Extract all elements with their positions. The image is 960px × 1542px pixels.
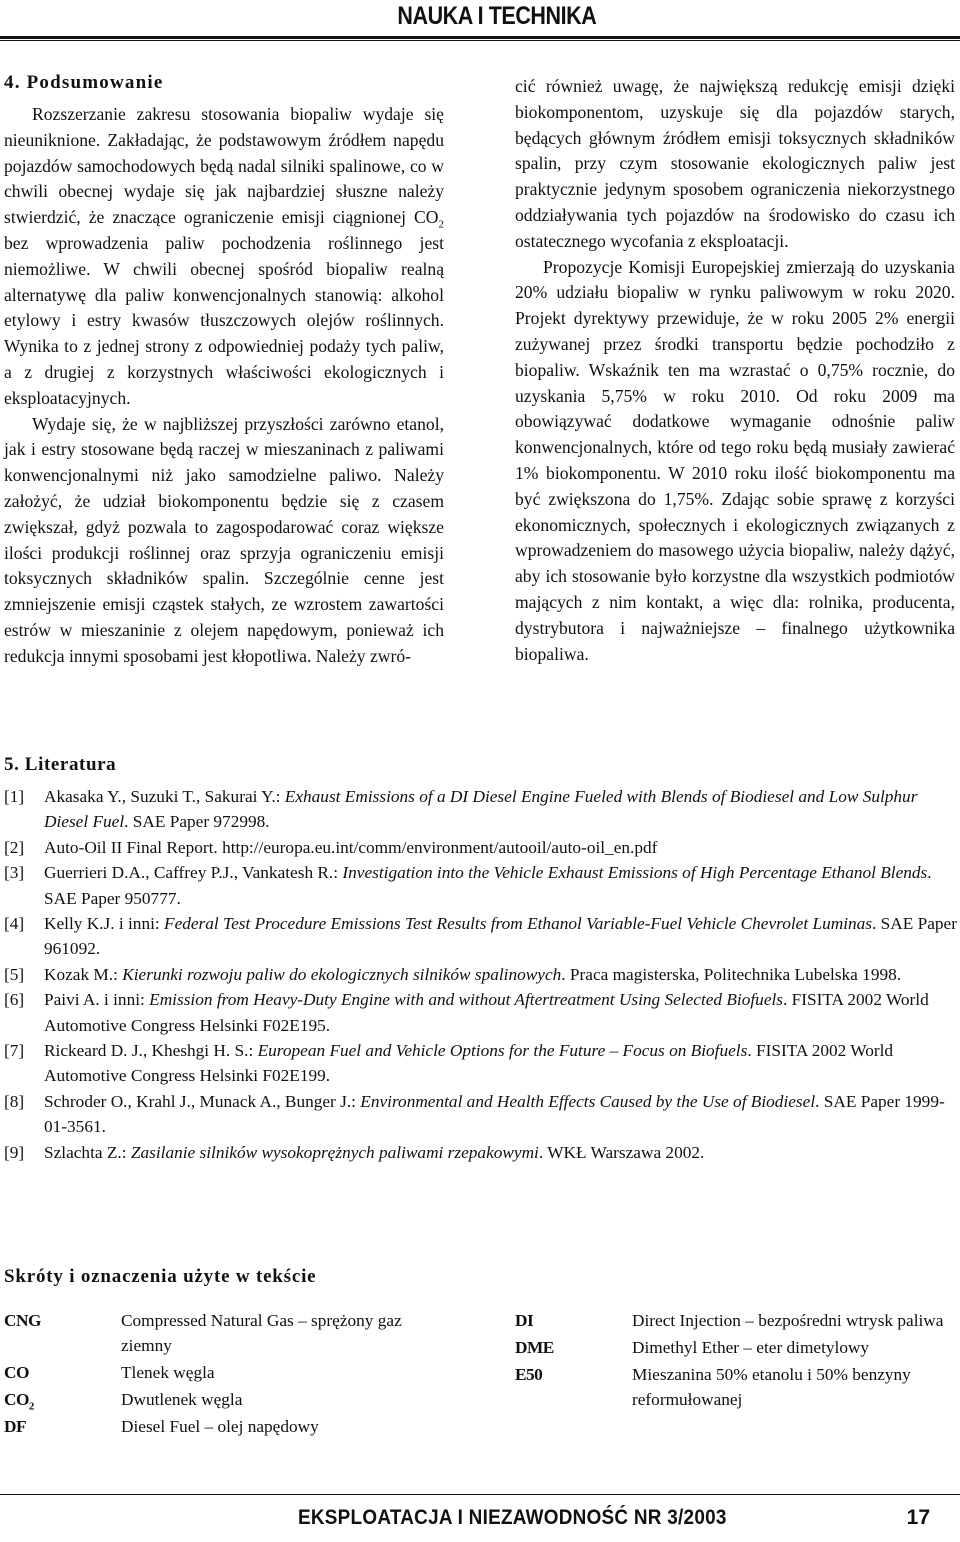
abbreviations-section — [4, 1264, 958, 1441]
reference-text — [44, 987, 958, 1038]
reference-item — [4, 962, 958, 987]
abbreviation-definition: Dwutlenek węgla — [121, 1390, 243, 1409]
reference-text — [44, 1038, 958, 1089]
reference-authors: Szlachta Z.: — [44, 1142, 131, 1162]
reference-number: [8] — [4, 1091, 25, 1111]
abbreviation-definition: Mieszanina 50% etanolu i 50% benzyny reformułowanej — [632, 1365, 911, 1409]
abbreviation-term-text: CNG — [4, 1311, 41, 1330]
abbreviation-term-text: DME — [515, 1338, 554, 1357]
abbreviation-term — [4, 1414, 121, 1439]
reference-item — [4, 835, 958, 860]
abbreviations-right-column — [515, 1308, 958, 1441]
reference-number: [1] — [4, 787, 25, 806]
abbreviation-definition: Tlenek węgla — [121, 1363, 215, 1382]
reference-number: [9] — [4, 1142, 25, 1162]
reference-authors: Auto-Oil II Final Report. http://europa.eu.int/comm/environment/autooil/auto-oil_en.pdf — [44, 837, 658, 857]
abbreviation-definition: Diesel Fuel – olej napędowy — [121, 1417, 319, 1436]
literature-heading: 5. Literatura — [4, 754, 117, 775]
footer-rule — [0, 1494, 960, 1495]
abbreviation-term — [515, 1362, 632, 1412]
abbreviation-term — [4, 1308, 121, 1358]
abbreviation-definition: Direct Injection – bezpośredni wtrysk paliwa — [632, 1311, 944, 1330]
reference-source: . SAE Paper 972998. — [124, 812, 270, 832]
reference-number: [4] — [4, 914, 25, 934]
abbreviation-definition: Dimethyl Ether – eter dimetylowy — [632, 1338, 870, 1357]
abbreviation-row — [515, 1362, 958, 1412]
reference-source: . SAE Paper 961092. — [44, 914, 957, 959]
running-header: NAUKA I TECHNIKA — [397, 2, 596, 30]
header-rule — [0, 36, 960, 39]
reference-item — [4, 911, 958, 962]
summary-paragraph-1 — [4, 102, 444, 412]
reference-source: . WKŁ Warszawa 2002. — [538, 1142, 705, 1162]
abbreviation-row — [4, 1360, 515, 1385]
summary-paragraph-2-end: cić również uwagę, że największą redukcję emisji dzięki biokomponentom, uzyskuje się dla pojazdów starych, będących głównym źródłem emisji toksycznych składników spalin, przy czym stosowanie ekologicznych paliw jest praktycznie jedynym sposobem ograniczenia niekorzystnego oddziaływania tych pojazdów na środowisko do czasu ich ostatecznego wycofania z eksploatacji. — [515, 76, 955, 251]
literature-section — [4, 752, 958, 1165]
reference-source: . SAE Paper 1999-01-3561. — [44, 1091, 945, 1137]
summary-p1-text-b: bez wprowadzenia paliw pochodzenia roślinnego jest niemożliwe. W chwili obecnej spośród biopaliw realną alternatywę dla paliw konwencjonalnych stanowią: alkohol etylowy i estry kwasów tłuszczowych olejów roślinnych. Wynika to z jednej strony z odpowiedniej podaży tych paliw, a z drugiej z korzystnych właściwości ekologicznych i eksploatacyjnych. — [4, 232, 444, 408]
summary-column-right — [515, 74, 955, 667]
reference-text — [44, 1089, 958, 1140]
reference-source: . Praca magisterska, Politechnika Lubelska 1998. — [561, 964, 902, 984]
abbreviation-term-text: DF — [4, 1417, 27, 1436]
reference-text — [44, 835, 958, 860]
journal-name: EKSPLOATACJA I NIEZAWODNOŚĆ NR 3/2003 — [298, 1506, 727, 1529]
reference-number: [7] — [4, 1041, 25, 1061]
reference-title: Exhaust Emissions of a DI Diesel Engine Fueled with Blends of Biodiesel and Low Sulphur Diesel Fuel — [44, 787, 918, 832]
abbreviation-term-text: CO — [4, 1390, 29, 1409]
reference-number: [2] — [4, 837, 25, 857]
abbreviation-term — [4, 1387, 121, 1412]
reference-text — [44, 911, 958, 962]
reference-title: Investigation into the Vehicle Exhaust Emissions of High Percentage Ethanol Blends — [342, 863, 928, 883]
abbreviation-term — [4, 1360, 121, 1385]
abbreviation-row — [4, 1387, 515, 1412]
summary-p1-text-a: Rozszerzanie zakresu stosowania biopaliw wydaje się nieuniknione. Zakładając, że podstawowym źródłem napędu pojazdów samochodowych będą nadal silniki spalinowe, co w chwili obecnej wydaje się jak najbardziej słuszne należy stwierdzić, że znaczące ograniczenie emisji ciągnionej CO — [4, 104, 444, 228]
reference-item — [4, 860, 958, 911]
reference-number: [5] — [4, 964, 25, 984]
reference-item — [4, 1140, 958, 1165]
abbreviation-definition: Compressed Natural Gas – sprężony gaz ziemny — [121, 1311, 402, 1355]
summary-paragraph-3: Propozycje Komisji Europejskiej zmierzają do uzyskania 20% udziału biopaliw w rynku paliwowym w roku 2020. Projekt dyrektywy przewiduje, że w roku 2005 2% energii zużywanej przez środki transportu będzie pochodziło z biopaliw. Wskaźnik ten ma wzrastać o 0,75% rocznie, do uzyskania 5,75% w roku 2010. Od roku 2009 ma obowiązywać dodatkowe wymaganie odnośnie paliw konwencjonalnych, które od tego roku będą musiały zawierać 1% biokomponentu. W 2010 roku ilość biokomponentu ma być zwiększona do 1,75%. Zdając sobie sprawę z korzyści ekonomicznych, społecznych i ekologicznych związanych z wprowadzeniem do masowego użycia biopaliw, należy dążyć, aby ich stosowanie było korzystne dla wszystkich podmiotów mających z nim kontakt, a więc dla: rolnika, producenta, dystrybutora i najważniejsze – finalnego użytkownika biopaliwa. — [515, 256, 955, 664]
reference-title: European Fuel and Vehicle Options for the Future – Focus on Biofuels — [257, 1041, 748, 1061]
reference-authors: Paivi A. i inni: — [44, 990, 150, 1010]
summary-heading: 4. Podsumowanie — [4, 72, 164, 93]
reference-source: . FISITA 2002 World Automotive Congress Helsinki F02E195. — [44, 990, 929, 1035]
reference-number: [3] — [4, 863, 25, 883]
reference-item — [4, 1038, 958, 1089]
reference-title: Emission from Heavy-Duty Engine with and without Aftertreatment Using Selected Biofuels — [149, 990, 784, 1010]
reference-title: Federal Test Procedure Emissions Test Results from Ethanol Variable-Fuel Vehicle Chevrolet Luminas — [164, 914, 873, 934]
abbreviation-subscript: 2 — [28, 1400, 34, 1413]
reference-text — [44, 1140, 958, 1165]
reference-title: Environmental and Health Effects Caused by the Use of Biodiesel — [360, 1091, 816, 1111]
reference-authors: Rickeard D. J., Kheshgi H. S.: — [44, 1041, 258, 1061]
page-number: 17 — [906, 1506, 930, 1529]
abbreviation-term-text: CO — [4, 1363, 29, 1382]
reference-title: Kierunki rozwoju paliw do ekologicznych silników spalinowych — [122, 964, 562, 984]
co2-subscript: 2 — [438, 218, 444, 231]
reference-text — [44, 860, 958, 911]
abbreviation-term-text: DI — [515, 1311, 534, 1330]
reference-source: . FISITA 2002 World Automotive Congress Helsinki F02E199. — [44, 1041, 894, 1086]
abbreviation-row — [515, 1335, 958, 1360]
abbreviation-row — [4, 1308, 515, 1358]
summary-paragraph-2-start: Wydaje się, że w najbliższej przyszłości zarówno etanol, jak i estry stosowane będą raczej w mieszaninach z paliwami konwencjonalnymi niż jako samodzielne paliwo. Należy założyć, że udział biokomponentu będzie się z czasem zwiększał, gdyż pozwala to zagospodarować coraz większe ilości produkcji roślinnej oraz sprzyja ograniczeniu emisji toksycznych składników spalin. Szczególnie cenne jest zmniejszenie emisji cząstek stałych, ze wzrostem zawartości estrów w mieszaninie z olejem napędowym, ponieważ ich redukcja innymi sposobami jest kłopotliwa. Należy zwró- — [4, 413, 444, 666]
abbreviation-term — [515, 1335, 632, 1360]
abbreviations-table — [4, 1308, 958, 1441]
reference-item — [4, 1089, 958, 1140]
reference-text — [44, 784, 958, 835]
abbreviations-heading: Skróty i oznaczenia użyte w tekście — [4, 1266, 317, 1287]
reference-text — [44, 962, 958, 987]
reference-authors: Kelly K.J. i inni: — [44, 914, 165, 934]
reference-authors: Akasaka Y., Suzuki T., Sakurai Y.: — [44, 787, 285, 806]
reference-item — [4, 987, 958, 1038]
reference-list — [4, 784, 958, 1165]
abbreviation-row — [4, 1414, 515, 1439]
reference-authors: Schroder O., Krahl J., Munack A., Bunger J.: — [44, 1091, 361, 1111]
abbreviation-term-text: E50 — [515, 1365, 543, 1384]
reference-authors: Guerrieri D.A., Caffrey P.J., Vankatesh R.: — [44, 863, 343, 883]
reference-authors: Kozak M.: — [44, 964, 123, 984]
abbreviations-left-column — [4, 1308, 515, 1441]
abbreviation-row — [515, 1308, 958, 1333]
reference-number: [6] — [4, 990, 25, 1010]
reference-title: Zasilanie silników wysokoprężnych paliwami rzepakowymi — [130, 1142, 539, 1162]
reference-item — [4, 784, 958, 835]
summary-column-left — [4, 70, 444, 670]
abbreviation-term — [515, 1308, 632, 1333]
reference-source: . SAE Paper 950777. — [44, 863, 932, 908]
header-rule-thin — [0, 40, 960, 41]
